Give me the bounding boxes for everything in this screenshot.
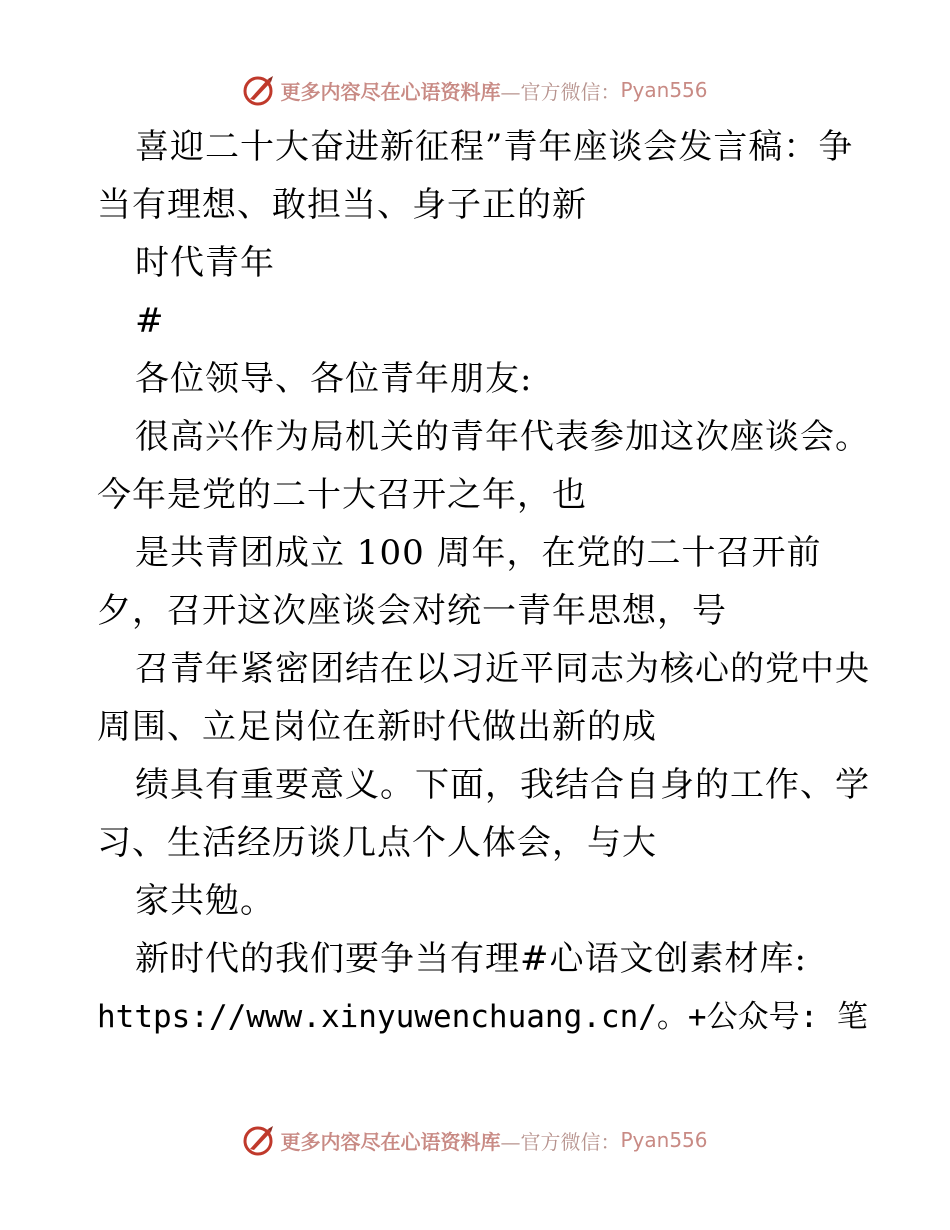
paragraph-line: 新时代的我们要争当有理#心语文创素材库: — [135, 939, 807, 979]
watermark-wechat-id: Pyan556 — [620, 78, 708, 102]
quill-logo-icon — [242, 73, 276, 107]
paragraph-line: 周围、立足岗位在新时代做出新的成 — [97, 707, 657, 747]
url-line: https://www.xinyuwenchuang.cn/。+公众号: 笔 — [97, 999, 868, 1035]
paragraph-line: 家共勉。 — [135, 881, 275, 921]
paragraph-line: 绩具有重要意义。下面，我结合自身的工作、学 — [135, 765, 870, 805]
watermark-separator: —官方微信： — [500, 79, 621, 104]
watermark-wechat-id: Pyan556 — [620, 1128, 708, 1152]
title-line-3: 时代青年 — [135, 243, 275, 283]
paragraph-line: 今年是党的二十大召开之年，也 — [97, 475, 587, 515]
watermark-brand: 更多内容尽在心语资料库 — [280, 1129, 501, 1154]
paragraph-line: 夕，召开这次座谈会对统一青年思想，号 — [97, 591, 727, 631]
title-line-2: 当有理想、敢担当、身子正的新 — [97, 185, 587, 225]
watermark-brand: 更多内容尽在心语资料库 — [280, 79, 501, 104]
paragraph-line: 习、生活经历谈几点个人体会，与大 — [97, 823, 657, 863]
salutation: 各位领导、各位青年朋友: — [135, 359, 533, 399]
paragraph-line: 召青年紧密团结在以习近平同志为核心的党中央 — [135, 649, 870, 689]
header-watermark — [0, 70, 950, 110]
footer-watermark — [0, 1120, 950, 1160]
paragraph-line: 是共青团成立 100 周年，在党的二十召开前 — [135, 533, 822, 573]
quill-logo-icon — [242, 1123, 276, 1157]
title-line-1: 喜迎二十大奋进新征程”青年座谈会发言稿：争 — [135, 127, 854, 167]
paragraph-line: 很高兴作为局机关的青年代表参加这次座谈会。 — [135, 417, 870, 457]
separator-hash: # — [135, 301, 165, 341]
watermark-separator: —官方微信： — [500, 1129, 621, 1154]
